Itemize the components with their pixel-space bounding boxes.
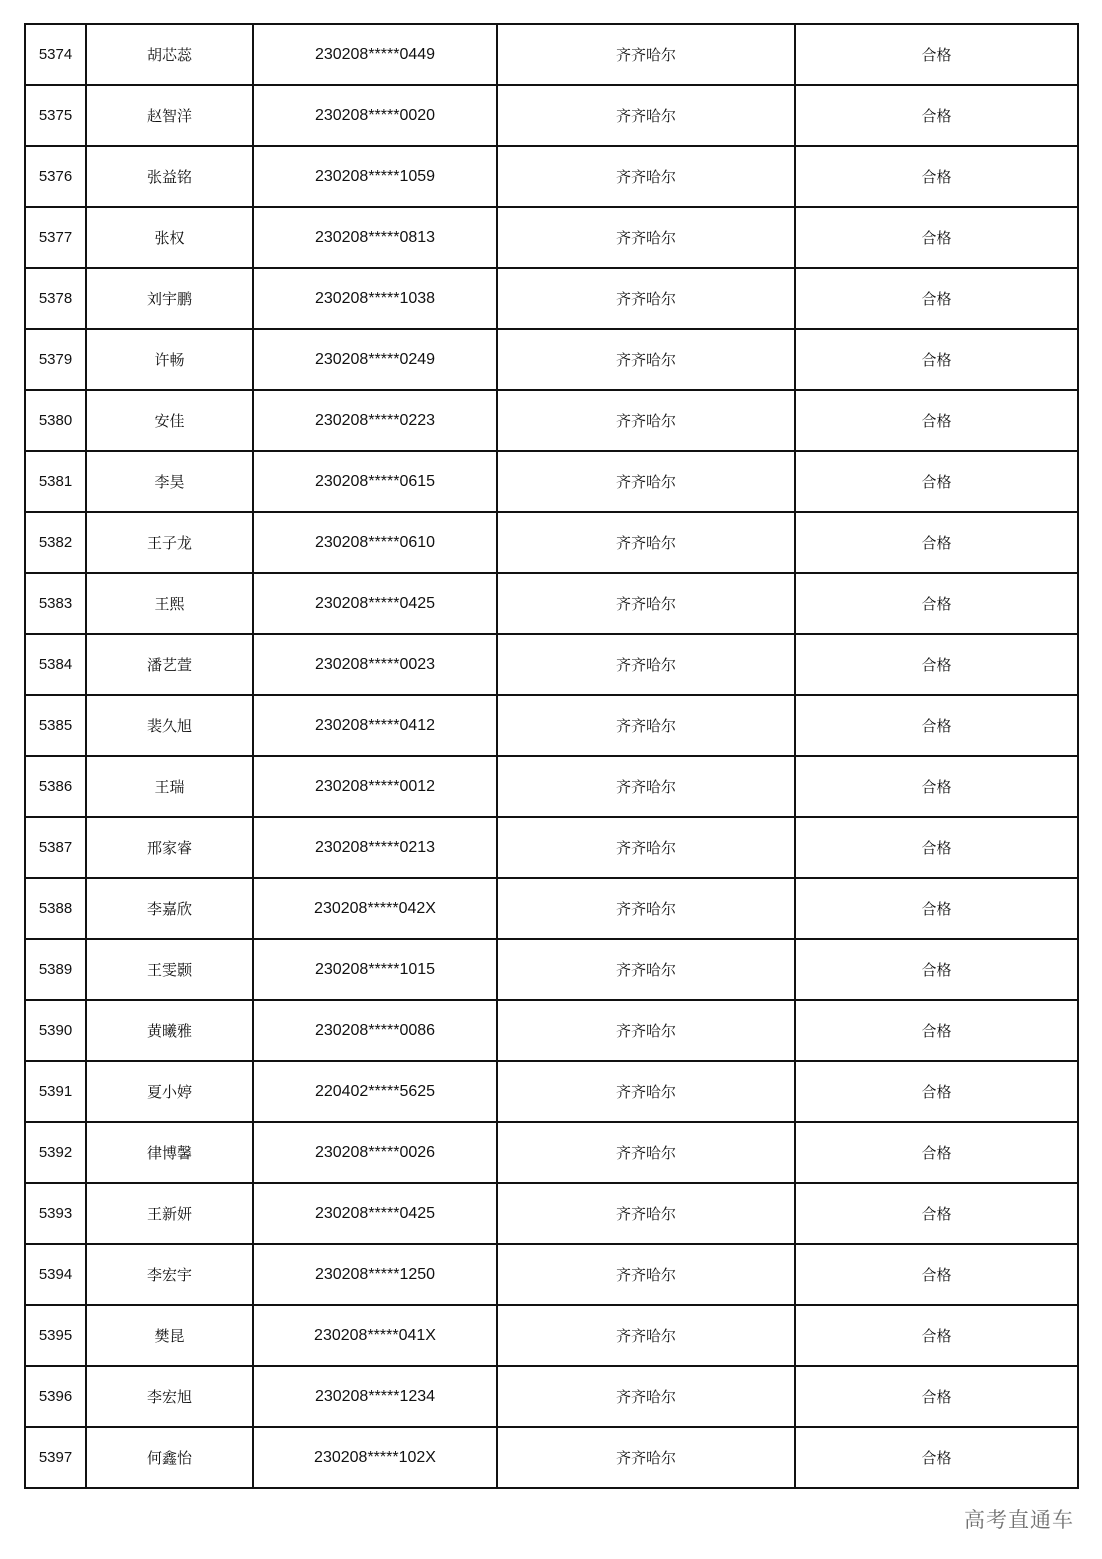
status-cell: 合格 (795, 878, 1078, 939)
row-number-cell: 5386 (25, 756, 86, 817)
row-number-cell: 5376 (25, 146, 86, 207)
id-number-cell: 230208*****0425 (253, 1183, 497, 1244)
results-table-body (25, 24, 1078, 1488)
status-cell: 合格 (795, 1061, 1078, 1122)
table-row (25, 817, 1078, 878)
table-row (25, 146, 1078, 207)
name-cell: 安佳 (86, 390, 253, 451)
city-cell: 齐齐哈尔 (497, 1061, 795, 1122)
id-number-cell: 230208*****0249 (253, 329, 497, 390)
row-number-cell: 5379 (25, 329, 86, 390)
status-cell: 合格 (795, 85, 1078, 146)
city-cell: 齐齐哈尔 (497, 1000, 795, 1061)
status-cell: 合格 (795, 817, 1078, 878)
status-cell: 合格 (795, 512, 1078, 573)
city-cell: 齐齐哈尔 (497, 451, 795, 512)
city-cell: 齐齐哈尔 (497, 207, 795, 268)
name-cell: 王瑞 (86, 756, 253, 817)
id-number-cell: 230208*****0615 (253, 451, 497, 512)
table-row (25, 1183, 1078, 1244)
name-cell: 李宏旭 (86, 1366, 253, 1427)
row-number-cell: 5392 (25, 1122, 86, 1183)
city-cell: 齐齐哈尔 (497, 1427, 795, 1488)
name-cell: 裴久旭 (86, 695, 253, 756)
table-row (25, 207, 1078, 268)
name-cell: 赵智洋 (86, 85, 253, 146)
table-row (25, 390, 1078, 451)
row-number-cell: 5390 (25, 1000, 86, 1061)
row-number-cell: 5375 (25, 85, 86, 146)
city-cell: 齐齐哈尔 (497, 146, 795, 207)
id-number-cell: 230208*****0412 (253, 695, 497, 756)
row-number-cell: 5374 (25, 24, 86, 85)
row-number-cell: 5393 (25, 1183, 86, 1244)
row-number-cell: 5396 (25, 1366, 86, 1427)
name-cell: 律博馨 (86, 1122, 253, 1183)
name-cell: 王子龙 (86, 512, 253, 573)
row-number-cell: 5388 (25, 878, 86, 939)
status-cell: 合格 (795, 146, 1078, 207)
city-cell: 齐齐哈尔 (497, 390, 795, 451)
id-number-cell: 230208*****0086 (253, 1000, 497, 1061)
row-number-cell: 5384 (25, 634, 86, 695)
id-number-cell: 230208*****1038 (253, 268, 497, 329)
status-cell: 合格 (795, 756, 1078, 817)
row-number-cell: 5395 (25, 1305, 86, 1366)
id-number-cell: 230208*****0425 (253, 573, 497, 634)
status-cell: 合格 (795, 207, 1078, 268)
status-cell: 合格 (795, 329, 1078, 390)
name-cell: 邢家睿 (86, 817, 253, 878)
city-cell: 齐齐哈尔 (497, 695, 795, 756)
table-row (25, 85, 1078, 146)
city-cell: 齐齐哈尔 (497, 939, 795, 1000)
id-number-cell: 230208*****0813 (253, 207, 497, 268)
table-row (25, 573, 1078, 634)
id-number-cell: 230208*****1059 (253, 146, 497, 207)
name-cell: 王雯颢 (86, 939, 253, 1000)
status-cell: 合格 (795, 451, 1078, 512)
id-number-cell: 230208*****102X (253, 1427, 497, 1488)
table-row (25, 695, 1078, 756)
row-number-cell: 5383 (25, 573, 86, 634)
table-row (25, 1061, 1078, 1122)
results-table (24, 23, 1079, 1489)
id-number-cell: 230208*****1250 (253, 1244, 497, 1305)
city-cell: 齐齐哈尔 (497, 85, 795, 146)
row-number-cell: 5385 (25, 695, 86, 756)
table-row (25, 1000, 1078, 1061)
id-number-cell: 230208*****0020 (253, 85, 497, 146)
table-row (25, 756, 1078, 817)
city-cell: 齐齐哈尔 (497, 573, 795, 634)
name-cell: 李宏宇 (86, 1244, 253, 1305)
status-cell: 合格 (795, 939, 1078, 1000)
name-cell: 王熙 (86, 573, 253, 634)
city-cell: 齐齐哈尔 (497, 1244, 795, 1305)
status-cell: 合格 (795, 1427, 1078, 1488)
status-cell: 合格 (795, 634, 1078, 695)
status-cell: 合格 (795, 268, 1078, 329)
name-cell: 胡芯蕊 (86, 24, 253, 85)
city-cell: 齐齐哈尔 (497, 1183, 795, 1244)
id-number-cell: 230208*****0223 (253, 390, 497, 451)
table-row (25, 1427, 1078, 1488)
id-number-cell: 230208*****0610 (253, 512, 497, 573)
name-cell: 潘艺萱 (86, 634, 253, 695)
table-row (25, 878, 1078, 939)
table-row (25, 1305, 1078, 1366)
row-number-cell: 5382 (25, 512, 86, 573)
status-cell: 合格 (795, 24, 1078, 85)
city-cell: 齐齐哈尔 (497, 512, 795, 573)
id-number-cell: 230208*****0449 (253, 24, 497, 85)
table-row (25, 268, 1078, 329)
name-cell: 夏小婷 (86, 1061, 253, 1122)
name-cell: 许畅 (86, 329, 253, 390)
table-row (25, 451, 1078, 512)
watermark-text: 高考直通车 (964, 1508, 1074, 1532)
status-cell: 合格 (795, 390, 1078, 451)
status-cell: 合格 (795, 1122, 1078, 1183)
city-cell: 齐齐哈尔 (497, 756, 795, 817)
table-row (25, 1244, 1078, 1305)
status-cell: 合格 (795, 1366, 1078, 1427)
id-number-cell: 230208*****0012 (253, 756, 497, 817)
id-number-cell: 230208*****042X (253, 878, 497, 939)
table-row (25, 1366, 1078, 1427)
table-row (25, 939, 1078, 1000)
status-cell: 合格 (795, 695, 1078, 756)
name-cell: 张权 (86, 207, 253, 268)
city-cell: 齐齐哈尔 (497, 817, 795, 878)
table-row (25, 634, 1078, 695)
row-number-cell: 5389 (25, 939, 86, 1000)
table-row (25, 329, 1078, 390)
city-cell: 齐齐哈尔 (497, 1305, 795, 1366)
id-number-cell: 230208*****0213 (253, 817, 497, 878)
row-number-cell: 5391 (25, 1061, 86, 1122)
row-number-cell: 5380 (25, 390, 86, 451)
id-number-cell: 220402*****5625 (253, 1061, 497, 1122)
name-cell: 李昊 (86, 451, 253, 512)
row-number-cell: 5397 (25, 1427, 86, 1488)
name-cell: 李嘉欣 (86, 878, 253, 939)
status-cell: 合格 (795, 1000, 1078, 1061)
id-number-cell: 230208*****0026 (253, 1122, 497, 1183)
id-number-cell: 230208*****041X (253, 1305, 497, 1366)
row-number-cell: 5377 (25, 207, 86, 268)
city-cell: 齐齐哈尔 (497, 878, 795, 939)
status-cell: 合格 (795, 1183, 1078, 1244)
id-number-cell: 230208*****1234 (253, 1366, 497, 1427)
name-cell: 黄曦雅 (86, 1000, 253, 1061)
name-cell: 樊昆 (86, 1305, 253, 1366)
name-cell: 刘宇鹏 (86, 268, 253, 329)
name-cell: 张益铭 (86, 146, 253, 207)
city-cell: 齐齐哈尔 (497, 24, 795, 85)
row-number-cell: 5394 (25, 1244, 86, 1305)
id-number-cell: 230208*****0023 (253, 634, 497, 695)
name-cell: 王新妍 (86, 1183, 253, 1244)
city-cell: 齐齐哈尔 (497, 1122, 795, 1183)
table-row (25, 24, 1078, 85)
name-cell: 何鑫怡 (86, 1427, 253, 1488)
table-row (25, 1122, 1078, 1183)
status-cell: 合格 (795, 573, 1078, 634)
city-cell: 齐齐哈尔 (497, 268, 795, 329)
table-row (25, 512, 1078, 573)
row-number-cell: 5378 (25, 268, 86, 329)
row-number-cell: 5381 (25, 451, 86, 512)
row-number-cell: 5387 (25, 817, 86, 878)
status-cell: 合格 (795, 1244, 1078, 1305)
city-cell: 齐齐哈尔 (497, 1366, 795, 1427)
city-cell: 齐齐哈尔 (497, 634, 795, 695)
id-number-cell: 230208*****1015 (253, 939, 497, 1000)
status-cell: 合格 (795, 1305, 1078, 1366)
city-cell: 齐齐哈尔 (497, 329, 795, 390)
